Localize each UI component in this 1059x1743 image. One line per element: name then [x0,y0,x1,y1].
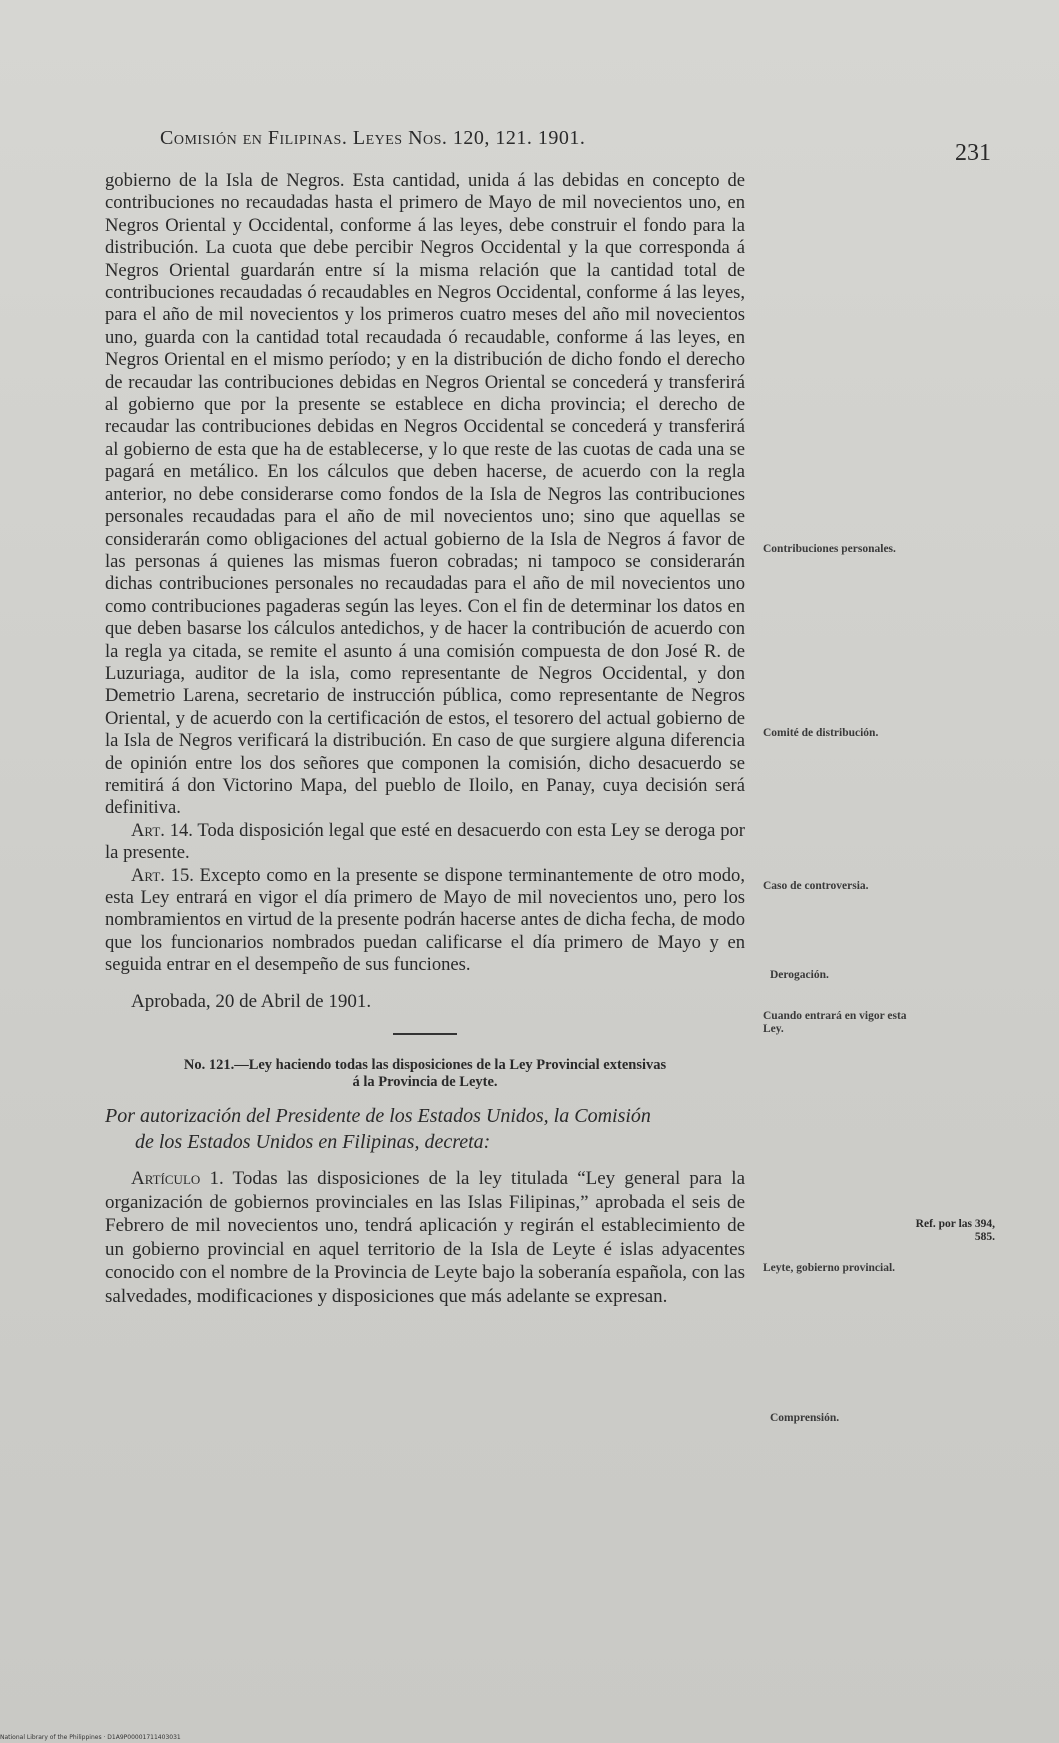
main-text-column [105,170,745,1308]
paragraph-distribution: gobierno de la Isla de Negros. Esta cantidad, unida á las debidas en concepto de contribuciones no recaudadas hasta el primero de Mayo de mil novecientos uno, en Negros Oriental y Occidental, conforme á las leyes, debe construir el fondo para la distribución. La cuota que debe percibir Negros Occidental y la que corresponda á Negros Oriental guardarán entre sí la misma relación que la cantidad total de contribuciones recaudadas ó recaudables en Negros Occidental, conforme á las leyes, para el año de mil novecientos y los primeros cuatro meses del año mil novecientos uno, guarda con la cantidad total recaudada ó recaudable, conforme á las leyes, en Negros Oriental en el mismo período; y en la distribución de dicho fondo el derecho de recaudar las contribuciones debidas en Negros Oriental se concederá y transferirá al gobierno que por la presente se establece en dicha provincia; el derecho de recaudar las contribuciones debidas en Negros Occidental se concederá y transferirá al gobierno de esta que ha de establecerse, y lo que reste de las cuotas de cada una se pagará en metálico. En los cálculos que deben hacerse, de acuerdo con la regla anterior, no debe considerarse como fondos de la Isla de Negros las contribuciones personales recaudadas para el año de mil novecientos uno; sino que aquellas se considerarán como obligaciones del actual gobierno de la Isla de Negros á favor de las personas á quienes las mismas fueron cobradas; ni tampoco se considerarán dichas contribuciones personales no recaudadas para el año de mil novecientos uno como contribuciones pagaderas según las leyes. Con el fin de determinar los datos en que deben basarse los cálculos antedichos, y de hacer la contribución de acuerdo con la regla ya citada, se remite el asunto á una comisión compuesta de don José R. de Luzuriaga, auditor de la isla, como representante de Negros Occidental, y don Demetrio Larena, secretario de instrucción pública, como representante de Negros Oriental, y de acuerdo con la certificación de estos, el tesorero del actual gobierno de la Isla de Negros verificará la distribución. En caso de que surgiere alguna diferencia de opinión entre los dos señores que componen la comisión, dicho desacuerdo se remitirá á don Victorino Mapa, del pueblo de Iloilo, en Panay, cuya decisión será definitiva. [105,170,745,819]
article-14 [105,820,745,865]
preamble-line2: de los Estados Unidos en Filipinas, decreta: [135,1131,491,1154]
margin-note-leyte: Leyte, gobierno provincial. [763,1262,896,1274]
article-15 [105,865,745,977]
section-divider [393,1033,457,1035]
law-121-title-line2: á la Provincia de Leyte. [352,1074,498,1091]
page-number: 231 [955,140,991,166]
margin-note-caso: Caso de controversia. [763,880,869,892]
margin-note-derogacion: Derogación. [770,969,829,981]
law-121-title-line1: No. 121.—Ley haciendo todas las disposiciones de la Ley Provincial extensivas [183,1057,667,1074]
running-header: Comisión en Filipinas. Leyes Nos. 120, 121. 1901. [160,127,586,149]
margin-note-vigor: Cuando entrará en vigor esta Ley. [763,1010,907,1035]
article-1-text: Todas las disposiciones de la ley titulada “Ley general para la organización de gobiernos provinciales en las Islas Filipinas,” aprobada el seis de Febrero de mil novecientos uno, tendrá aplicación y regirán el establecimiento de un gobierno provincial en aquel territorio de la Isla de Leyte é islas adyacentes conocido con el nombre de la Provincia de Leyte bajo la soberanía española, con las salvedades, modificaciones y disposiciones que más adelante se expresan. [105,1168,745,1307]
article-14-text: Toda disposición legal que esté en desacuerdo con esta Ley se deroga por la presente. [105,819,745,864]
margin-note-comprension: Comprensión. [770,1412,840,1424]
article-1-label: Artículo 1. [131,1168,224,1190]
article-14-label: Art. 14. [131,819,193,841]
preamble-line1: Por autorización del Presidente de los Estados Unidos, la Comisión [105,1105,651,1128]
margin-note-comite: Comité de distribución. [763,727,879,739]
article-15-text: Excepto como en la presente se dispone terminantemente de otro modo, esta Ley entrará en vigor el día primero de Mayo de mil novecientos uno, pero los nombramientos en virtud de la presente podrán hacerse antes de dicha fecha, de modo que los funcionarios nombrados puedan calificarse el día primero de Mayo y en seguida entrar en el desempeño de sus funciones. [105,864,745,976]
approval-date: Aprobada, 20 de Abril de 1901. [131,990,372,1012]
article-15-label: Art. 15. [131,864,194,886]
margin-note-reference: Ref. por las 394, 585. [915,1218,995,1243]
margin-note-contribuciones: Contribuciones personales. [763,543,896,555]
scan-footer: National Library of the Philippines · D1A9P00001711403031 [0,1734,181,1741]
article-1 [105,1167,745,1308]
